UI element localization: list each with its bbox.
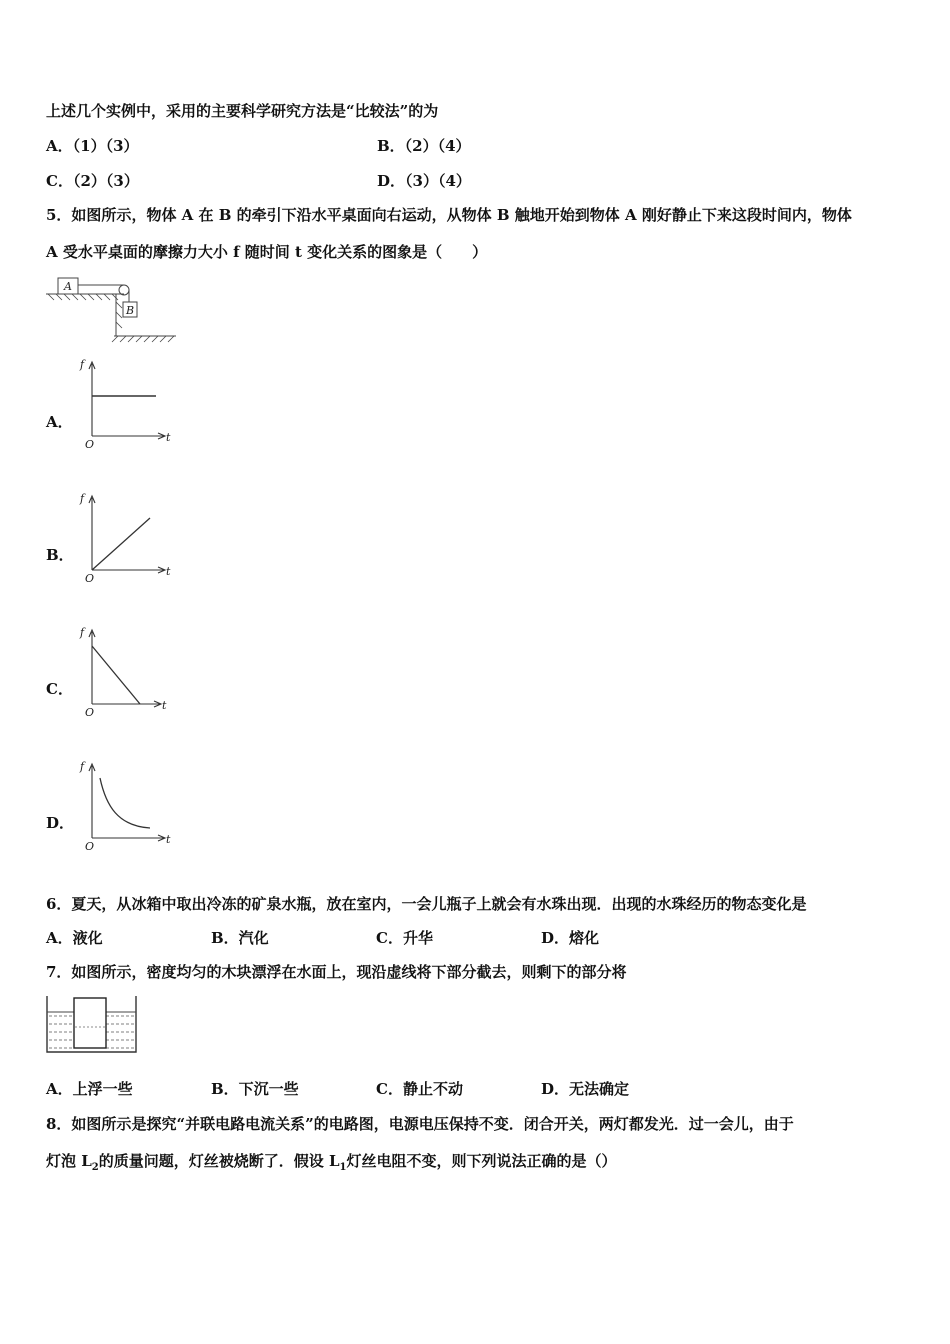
q7-option-c: C．静止不动 — [376, 1080, 463, 1098]
q8-sub-b: 1 — [339, 1162, 347, 1173]
friction-curve — [92, 646, 140, 704]
q4-option-d: D．（3）（4） — [377, 172, 471, 190]
q5-stem-line1: 5．如图所示，物体 A 在 B 的牵引下沿水平桌面向右运动，从物体 B 触地开始到物体 A 刚好静止下来这段时间内，物体 — [46, 206, 852, 224]
q5-option-a-label: A． — [46, 413, 73, 431]
wood-block — [74, 998, 106, 1048]
q8-sub-a: 2 — [91, 1162, 99, 1173]
q7-option-a: A．上浮一些 — [46, 1080, 133, 1098]
x-axis-label: t — [166, 565, 171, 578]
y-axis-label: f — [80, 760, 85, 773]
q4-stem: 上述几个实例中，采用的主要科学研究方法是“比较法”的为 — [46, 102, 439, 120]
q5-block-b-label: B — [126, 304, 135, 317]
q6-option-c: C．升华 — [376, 929, 433, 947]
y-axis-label: f — [80, 492, 85, 505]
q5-graph-b — [78, 490, 178, 585]
x-axis-label: t — [162, 699, 167, 712]
origin-label: O — [85, 572, 95, 585]
q5-stem-line2: A 受水平桌面的摩擦力大小 f 随时间 t 变化关系的图象是（ ） — [46, 243, 488, 261]
q8-text-b: 的质量问题，灯丝被烧断了．假设 L — [98, 1152, 340, 1170]
q5-block-a-label: A — [64, 280, 72, 293]
q4-option-c: C．（2）（3） — [46, 172, 139, 190]
q8-stem-line2 — [46, 1151, 617, 1178]
q5-graph-c — [68, 624, 168, 719]
q5-pulley-figure — [46, 272, 181, 347]
q8-stem-line1: 8．如图所示是探究“并联电路电流关系”的电路图，电源电压保持不变．闭合开关，两灯都发光．过一会儿，由于 — [46, 1115, 794, 1133]
x-axis-label: t — [166, 431, 171, 444]
q5-option-b-label: B． — [46, 546, 74, 564]
q6-option-d: D．熔化 — [541, 929, 600, 947]
y-axis-label: f — [80, 358, 85, 371]
q7-option-d: D．无法确定 — [541, 1080, 630, 1098]
q6-option-a: A．液化 — [46, 929, 103, 947]
q5-option-c-label: C． — [46, 680, 73, 698]
origin-label: O — [85, 840, 95, 853]
origin-label: O — [85, 438, 95, 451]
q7-floating-block-figure — [46, 994, 141, 1056]
q4-option-a: A．（1）（3） — [46, 137, 139, 155]
q8-text-c: 灯丝电阻不变，则下列说法正确的是（） — [346, 1152, 617, 1170]
origin-label: O — [85, 706, 95, 719]
y-axis-label: f — [80, 626, 85, 639]
q5-graph-a — [78, 356, 178, 451]
q4-option-b: B．（2）（4） — [377, 137, 471, 155]
q5-option-d-label: D． — [46, 814, 75, 832]
q6-option-b: B．汽化 — [211, 929, 269, 947]
q7-option-b: B．下沉一些 — [211, 1080, 299, 1098]
q5-graph-d — [78, 758, 178, 853]
friction-curve — [92, 518, 150, 570]
q7-stem: 7．如图所示，密度均匀的木块漂浮在水面上，现沿虚线将下部分截去，则剩下的部分将 — [46, 963, 627, 981]
q8-text-a: 灯泡 L — [46, 1152, 92, 1170]
q6-stem: 6．夏天，从冰箱中取出冷冻的矿泉水瓶，放在室内，一会儿瓶子上就会有水珠出现．出现的水珠经历的物态变化是 — [46, 895, 807, 913]
friction-curve — [100, 778, 150, 828]
x-axis-label: t — [166, 833, 171, 846]
